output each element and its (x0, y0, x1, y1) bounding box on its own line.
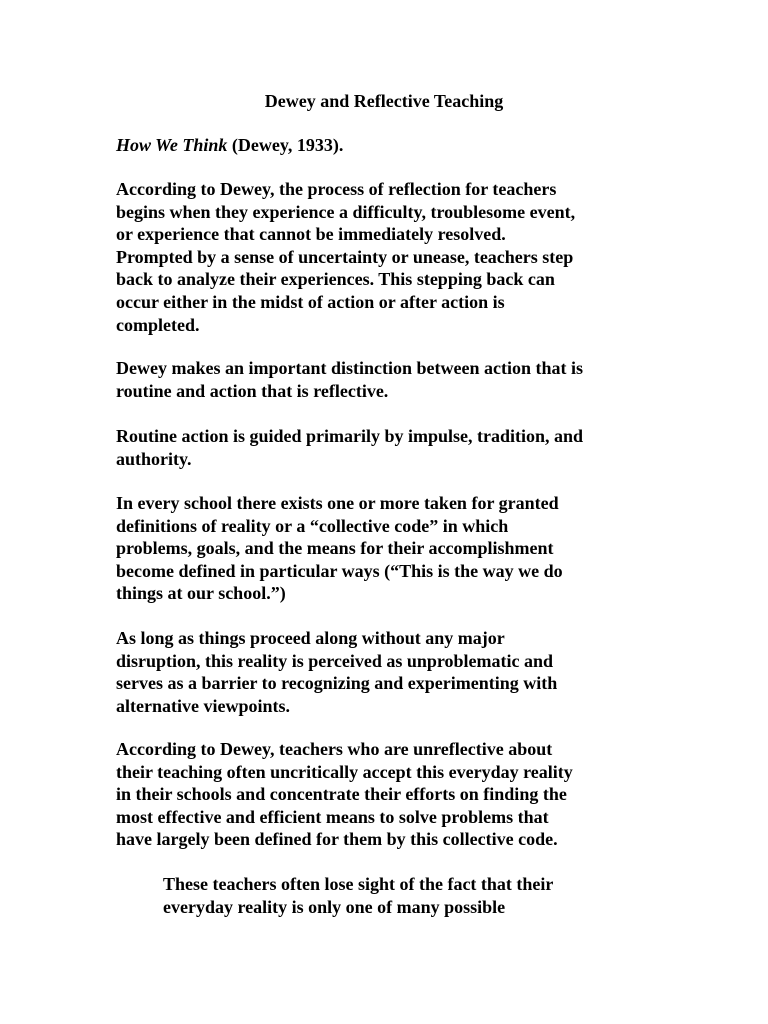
text-line: things at our school.”) (116, 583, 286, 604)
paragraph-collective-code (116, 492, 676, 605)
text-line: completed. (116, 314, 200, 335)
citation-book-title: How We Think (116, 135, 228, 155)
paragraph-unreflective-teachers (116, 738, 676, 851)
text-line: occur either in the midst of action or after action is (116, 291, 505, 312)
text-line: Dewey makes an important distinction between action that is (116, 358, 583, 378)
text-line: authority. (116, 448, 192, 469)
text-line: alternative viewpoints. (116, 695, 290, 716)
text-line: in their schools and concentrate their efforts on finding the (116, 784, 567, 805)
paragraph-unproblematic-reality (116, 627, 676, 717)
text-line: routine and action that is reflective. (116, 380, 389, 401)
text-line: definitions of reality or a “collective code” in which (116, 515, 509, 536)
text-line: begins when they experience a difficulty, troublesome event, (116, 201, 576, 222)
text-line: everyday reality is only one of many possible (163, 896, 506, 917)
text-line: As long as things proceed along without any major (116, 628, 505, 648)
text-line: back to analyze their experiences. This stepping back can (116, 269, 555, 290)
paragraph-routine-action (116, 425, 676, 470)
text-line: In every school there exists one or more taken for granted (116, 493, 559, 513)
text-line: or experience that cannot be immediately resolved. (116, 224, 506, 245)
text-line: become defined in particular ways (“This is the way we do (116, 560, 563, 581)
text-line: According to Dewey, teachers who are unreflective about (116, 739, 553, 759)
text-line: These teachers often lose sight of the fact that their (163, 874, 554, 894)
text-line: Routine action is guided primarily by impulse, tradition, and (116, 426, 584, 446)
paragraph-reflection-process (116, 178, 676, 336)
text-line: have largely been defined for them by this collective code. (116, 829, 558, 850)
text-line: problems, goals, and the means for their accomplishment (116, 538, 554, 559)
paragraph-indented-quote (163, 873, 723, 918)
text-line: most effective and efficient means to solve problems that (116, 806, 549, 827)
paragraph-distinction (116, 357, 676, 402)
text-line: disruption, this reality is perceived as unproblematic and (116, 650, 554, 671)
citation (116, 134, 343, 156)
text-line: According to Dewey, the process of reflection for teachers (116, 179, 557, 199)
document-title: Dewey and Reflective Teaching (264, 91, 504, 111)
text-line: serves as a barrier to recognizing and experimenting with (116, 673, 558, 694)
citation-reference: (Dewey, 1933). (227, 135, 344, 155)
text-line: their teaching often uncritically accept this everyday reality (116, 761, 573, 782)
text-line: Prompted by a sense of uncertainty or unease, teachers step (116, 246, 574, 267)
